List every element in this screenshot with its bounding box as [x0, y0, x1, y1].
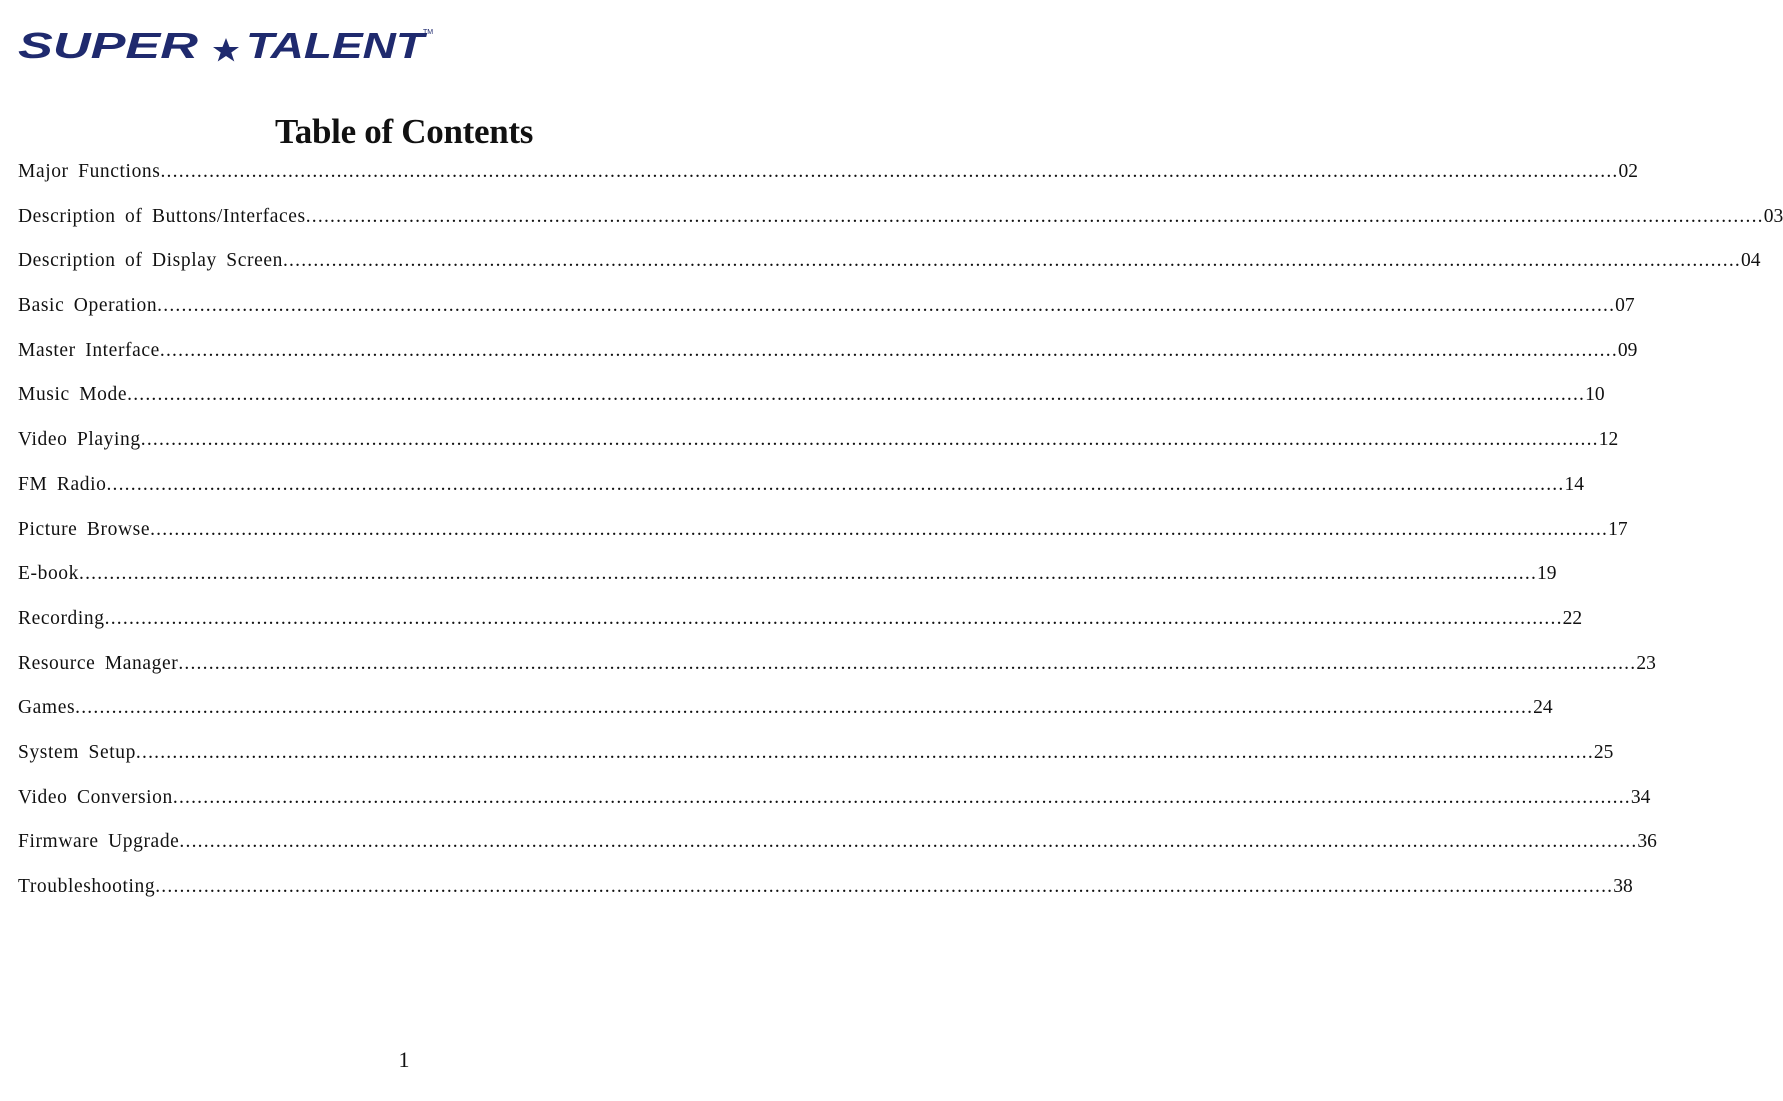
toc-entry-page: 14 — [1564, 473, 1584, 495]
toc-dot-leader: ................................................................................................................................................................................................................................................ — [179, 831, 1638, 853]
toc-entry[interactable] — [18, 652, 1656, 698]
toc-dot-leader: ................................................................................................................................................................................................................................................ — [79, 563, 1538, 585]
toc-entry[interactable] — [18, 250, 1761, 295]
toc-entry-label: Music Mode — [18, 384, 128, 406]
page-title: Table of Contents — [274, 112, 534, 151]
toc-entry-label: Basic Operation — [18, 295, 158, 317]
toc-dot-leader: ................................................................................................................................................................................................................................................ — [106, 473, 1565, 495]
toc-entry-page: 38 — [1613, 876, 1633, 897]
page-number: 1 — [398, 1047, 410, 1072]
toc-entry-page: 22 — [1562, 607, 1583, 629]
toc-entry[interactable] — [18, 161, 1638, 206]
table-of-contents — [18, 161, 1783, 921]
toc-dot-leader: ................................................................................................................................................................................................................................................ — [160, 161, 1619, 182]
toc-entry[interactable] — [18, 295, 1635, 340]
toc-dot-leader: ................................................................................................................................................................................................................................................ — [155, 876, 1614, 897]
super-talent-logo — [18, 26, 438, 66]
toc-entry-label: Recording — [18, 607, 105, 629]
toc-dot-leader: ................................................................................................................................................................................................................................................ — [127, 384, 1586, 406]
toc-entry-page: 07 — [1615, 295, 1635, 317]
toc-entry[interactable] — [18, 563, 1557, 608]
toc-entry-page: 34 — [1630, 786, 1651, 808]
toc-entry-page: 03 — [1763, 205, 1783, 227]
toc-entry-label: Description of Buttons/Interfaces — [18, 205, 306, 227]
toc-dot-leader: ................................................................................................................................................................................................................................................ — [140, 429, 1599, 451]
toc-entry-page: 02 — [1618, 161, 1638, 182]
toc-entry-page: 19 — [1537, 563, 1557, 585]
toc-entry-page: 24 — [1533, 697, 1553, 719]
toc-entry[interactable] — [18, 786, 1651, 832]
toc-entry[interactable] — [18, 607, 1583, 653]
toc-entry-label: Major Functions — [18, 161, 161, 182]
toc-dot-leader: ................................................................................................................................................................................................................................................ — [104, 607, 1563, 629]
toc-entry-label: Master Interface — [18, 339, 160, 361]
toc-entry-page: 17 — [1608, 518, 1628, 540]
toc-entry[interactable] — [18, 741, 1614, 787]
toc-entry[interactable] — [18, 429, 1619, 474]
toc-dot-leader: ................................................................................................................................................................................................................................................ — [178, 652, 1637, 674]
toc-entry[interactable] — [18, 876, 1633, 921]
toc-entry[interactable] — [18, 473, 1584, 519]
toc-entry-label: Games — [18, 697, 76, 719]
svg-text:TALENT: TALENT — [246, 25, 428, 66]
toc-entry-label: Video Playing — [18, 429, 141, 451]
toc-entry[interactable] — [18, 697, 1553, 742]
toc-entry[interactable] — [18, 518, 1628, 564]
toc-dot-leader: ................................................................................................................................................................................................................................................ — [305, 205, 1764, 227]
toc-entry-page: 36 — [1637, 831, 1657, 853]
toc-entry-label: Picture Browse — [18, 518, 151, 540]
toc-dot-leader: ................................................................................................................................................................................................................................................ — [157, 295, 1616, 317]
toc-entry-label: Resource Manager — [18, 652, 179, 674]
toc-dot-leader: ................................................................................................................................................................................................................................................ — [172, 786, 1631, 808]
toc-entry[interactable] — [18, 384, 1605, 429]
toc-entry[interactable] — [18, 205, 1783, 251]
toc-dot-leader: ................................................................................................................................................................................................................................................ — [135, 741, 1594, 763]
svg-text:TM: TM — [423, 29, 434, 36]
toc-dot-leader: ................................................................................................................................................................................................................................................ — [282, 250, 1741, 272]
toc-entry-page: 04 — [1740, 250, 1761, 272]
toc-dot-leader: ................................................................................................................................................................................................................................................ — [159, 339, 1618, 361]
toc-entry-page: 23 — [1636, 652, 1656, 674]
star-icon — [213, 38, 239, 62]
toc-entry-page: 10 — [1585, 384, 1605, 406]
svg-text:SUPER: SUPER — [18, 25, 199, 66]
toc-entry-label: FM Radio — [18, 473, 107, 495]
toc-entry[interactable] — [18, 339, 1638, 385]
toc-dot-leader: ................................................................................................................................................................................................................................................ — [75, 697, 1534, 719]
toc-entry-label: System Setup — [18, 741, 136, 763]
toc-entry-label: Firmware Upgrade — [18, 831, 180, 853]
toc-entry-label: Troubleshooting — [18, 876, 156, 897]
toc-dot-leader: ................................................................................................................................................................................................................................................ — [150, 518, 1609, 540]
toc-entry[interactable] — [18, 831, 1657, 876]
super-talent-logo-graphic — [18, 26, 438, 66]
toc-entry-label: E-book — [18, 563, 80, 585]
toc-entry-page: 12 — [1598, 429, 1619, 451]
toc-entry-label: Description of Display Screen — [18, 250, 283, 272]
toc-entry-page: 09 — [1617, 339, 1638, 361]
toc-entry-label: Video Conversion — [18, 786, 173, 808]
toc-entry-page: 25 — [1593, 741, 1614, 763]
